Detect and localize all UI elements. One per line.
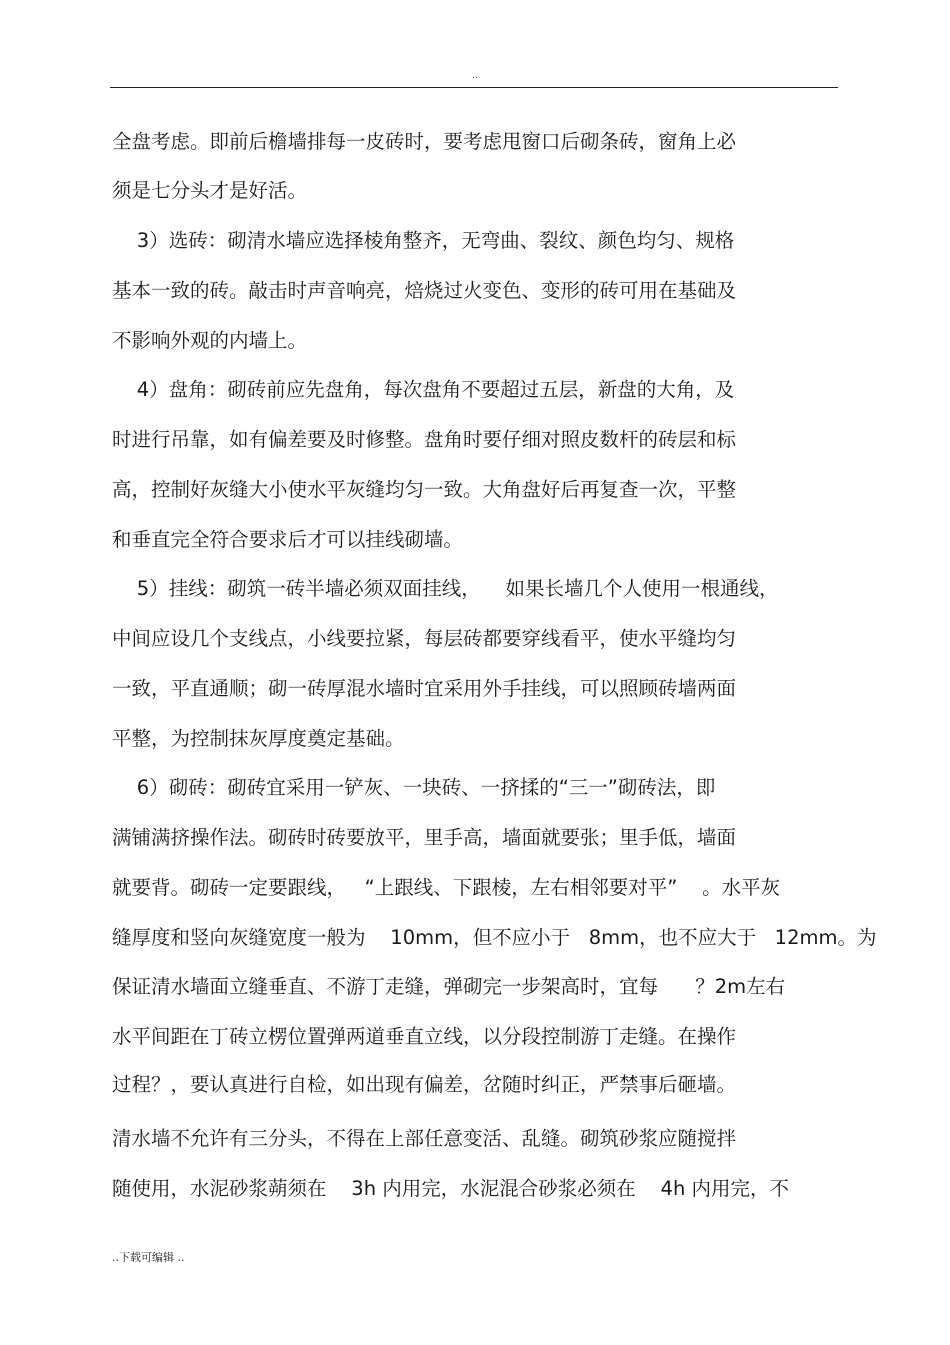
body-line: 缝厚度和竖向灰缝宽度一般为 10mm，但不应小于 8mm，也不应大于 12mm。为 <box>112 926 877 949</box>
page-footer: ..下载可编辑 .. <box>112 1251 185 1264</box>
header-mark: .. <box>471 70 479 81</box>
body-line: 随使用，水泥砂浆蒴须在 3h 内用完，水泥混合砂浆必须在 4h 内用完，不 <box>112 1177 790 1200</box>
body-line: 就要背。砌砖一定要跟线， “上跟线、下跟棱，左右相邻要对平” 。水平灰 <box>112 876 781 899</box>
body-line: 中间应设几个支线点，小线要拉紧，每层砖都要穿线看平，使水平缝均匀 <box>112 627 737 650</box>
body-line: 4）盘角：砌砖前应先盘角，每次盘角不要超过五层，新盘的大角，及 <box>112 378 735 401</box>
body-line: 基本一致的砖。敲击时声音响亮，焙烧过火变色、变形的砖可用在基础及 <box>112 279 737 302</box>
body-line: 全盘考虑。即前后檐墙排每一皮砖时，要考虑甩窗口后砌条砖，窗角上必 <box>112 130 737 153</box>
body-line: 3）选砖：砌清水墙应选择棱角整齐，无弯曲、裂纹、颜色均匀、规格 <box>112 229 735 252</box>
body-line: 一致，平直通顺；砌一砖厚混水墙时宜采用外手挂线，可以照顾砖墙两面 <box>112 677 737 700</box>
body-line: 5）挂线：砌筑一砖半墙必须双面挂线， 如果长墙几个人使用一根通线， <box>112 577 779 600</box>
body-line: 高，控制好灰缝大小使水平灰缝均匀一致。大角盘好后再复查一次，平整 <box>112 478 737 501</box>
body-line: 满铺满挤操作法。砌砖时砖要放平，里手高，墙面就要张；里手低，墙面 <box>112 826 737 849</box>
body-line: 和垂直完全符合要求后才可以挂线砌墙。 <box>112 528 464 551</box>
body-line: 平整，为控制抹灰厚度奠定基础。 <box>112 727 405 750</box>
body-line: 过程？，要认真进行自检，如出现有偏差，岔随时纠正，严禁事后砸墙。 <box>112 1073 737 1096</box>
body-line: 时进行吊靠，如有偏差要及时修整。盘角时要仔细对照皮数杆的砖层和标 <box>112 428 737 451</box>
body-line: 保证清水墙面立缝垂直、不游丁走缝，弹砌完一步架高时，宜每 ？2m左右 <box>112 975 786 998</box>
body-line: 清水墙不允许有三分头，不得在上部任意变活、乱缝。砌筑砂浆应随搅拌 <box>112 1127 737 1150</box>
body-line: 水平间距在丁砖立楞位置弹两道垂直立线，以分段控制游丁走缝。在操作 <box>112 1025 737 1048</box>
header-rule <box>110 87 838 88</box>
body-line: 6）砌砖：砌砖宜采用一铲灰、一块砖、一挤揉的“三一”砌砖法，即 <box>112 776 716 799</box>
body-line: 不影响外观的内墙上。 <box>112 329 308 352</box>
body-line: 须是七分头才是好活。 <box>112 179 308 202</box>
